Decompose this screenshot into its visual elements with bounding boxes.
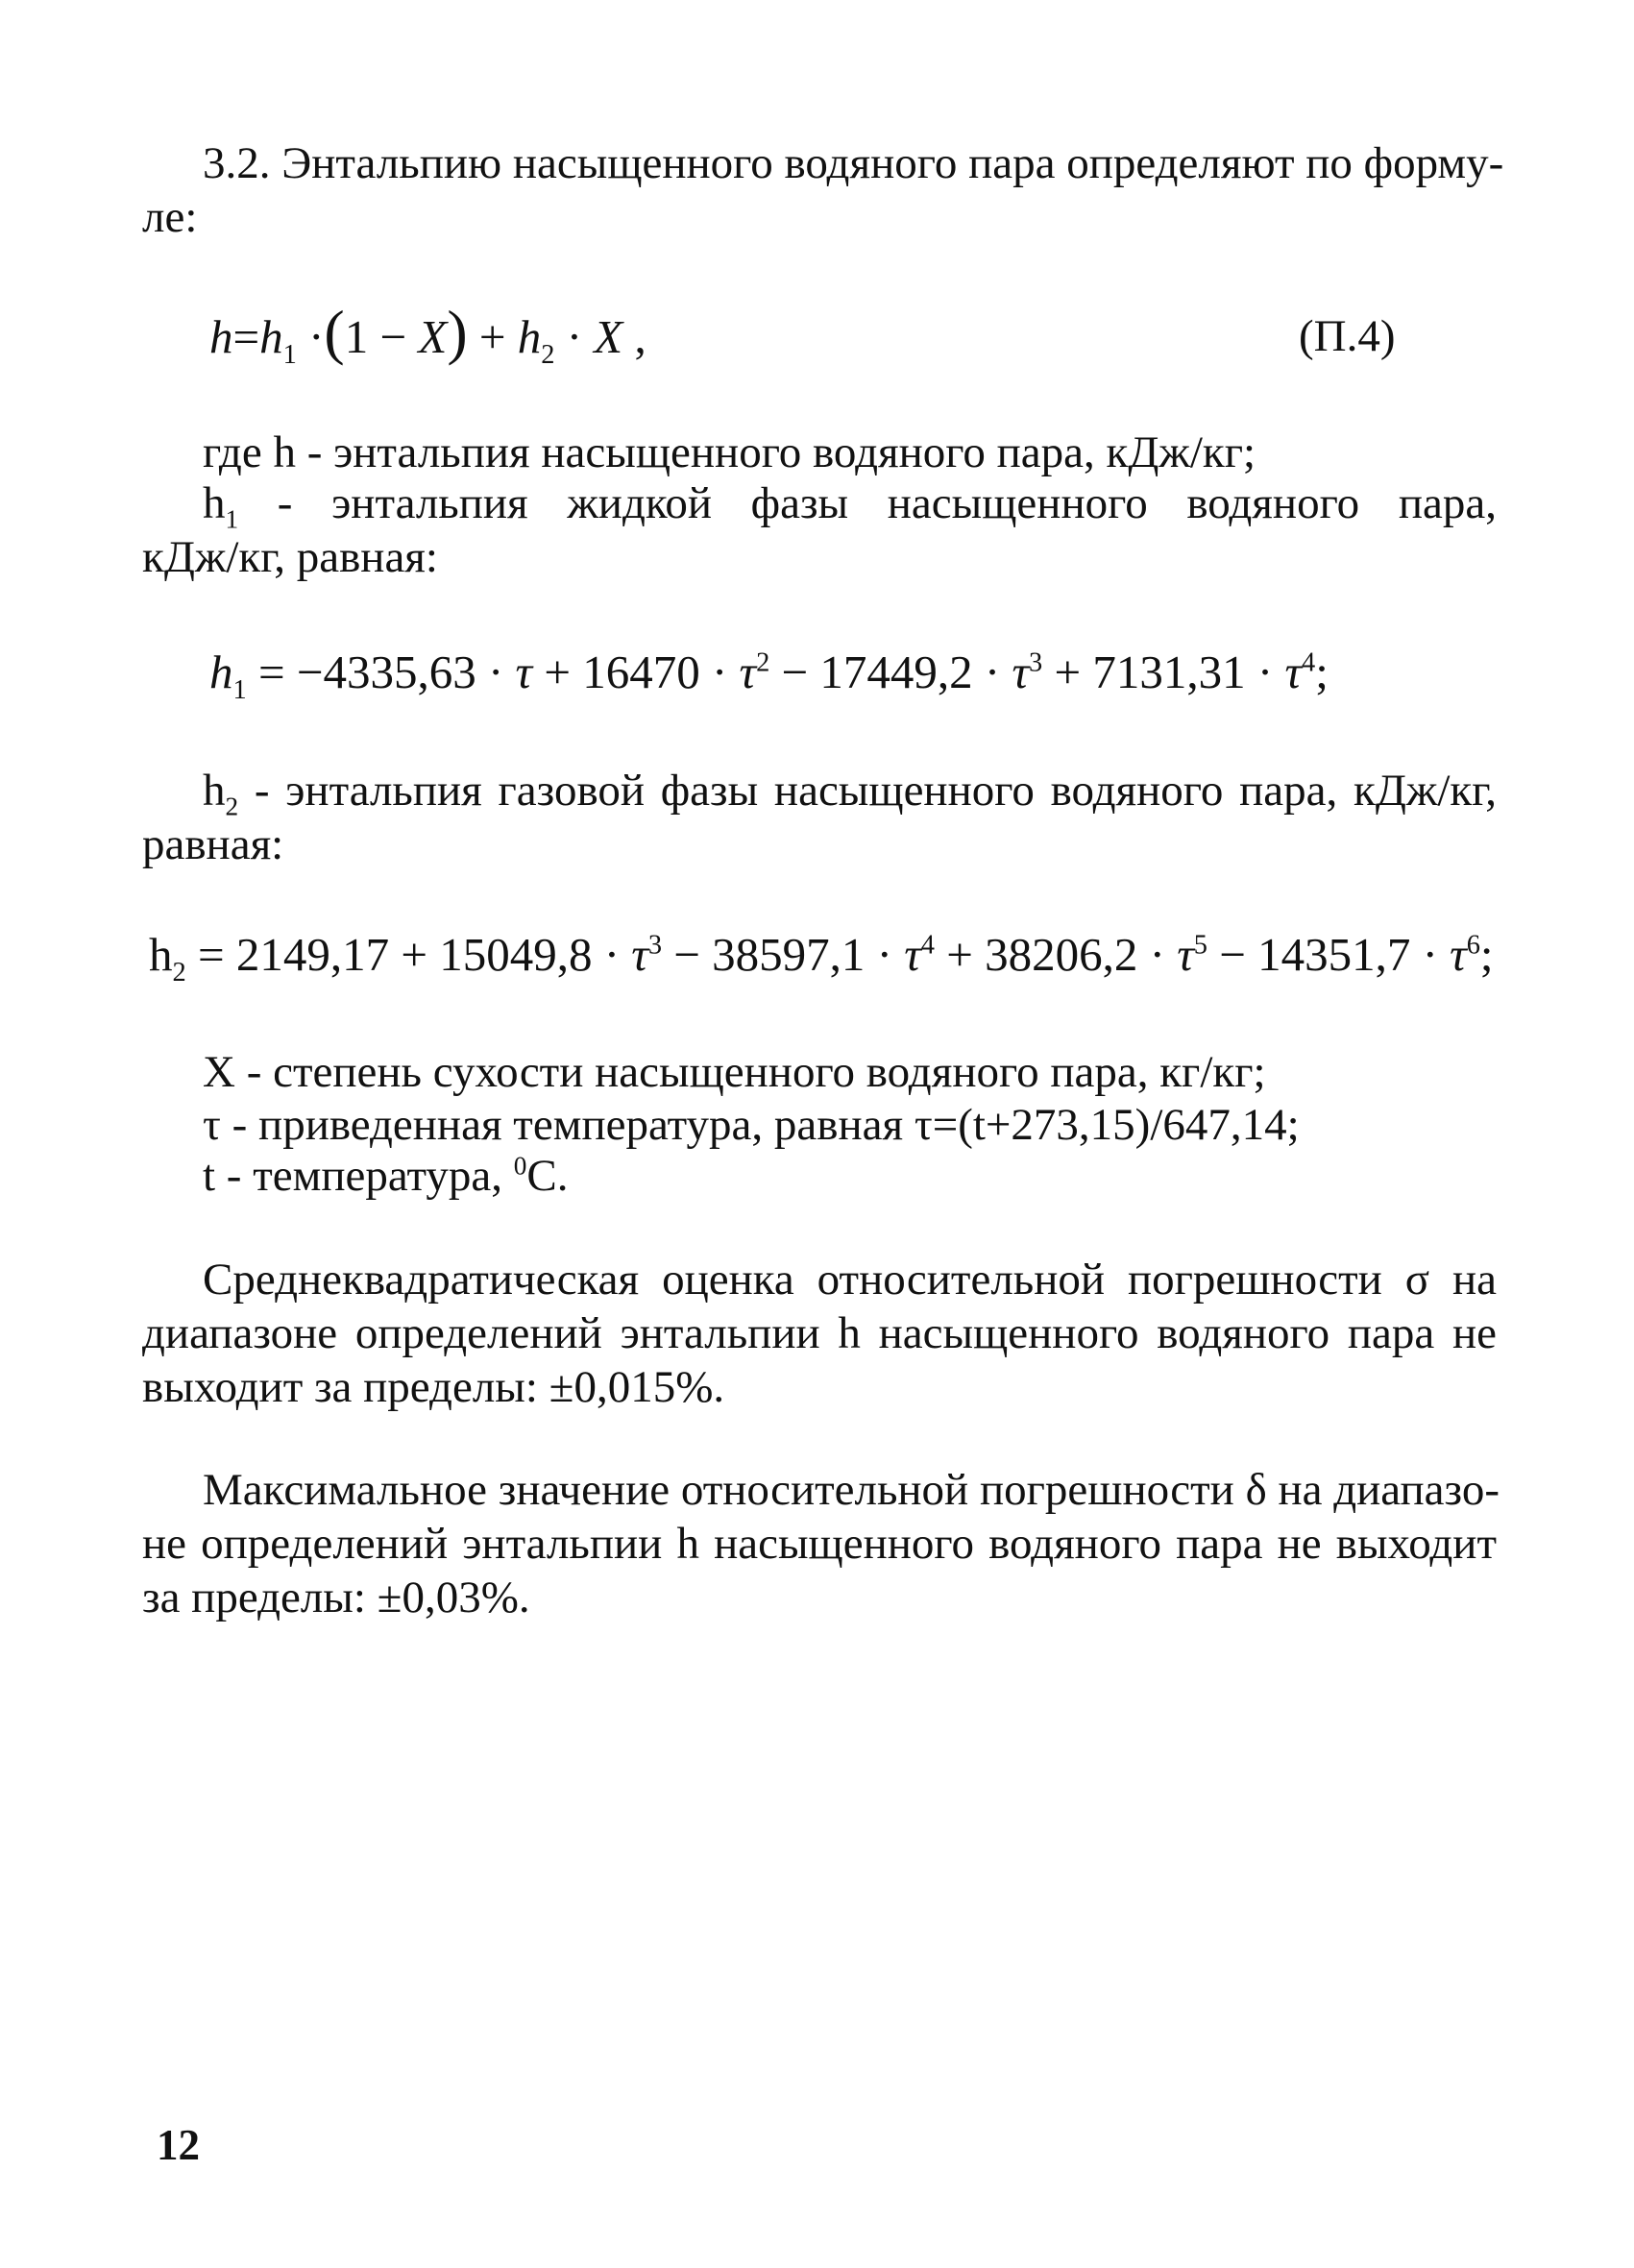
- formula-p4: $h=h_1 \cdot(1 - X) + h_2 \cdot X$ ,: [209, 298, 646, 370]
- sigma-para-line-1: Среднеквадратическая оценка относительной погрешности σ на: [203, 1255, 1497, 1305]
- sigma-para-line-2: диапазоне определений энтальпии h насыщенного водяного пара не: [142, 1308, 1497, 1358]
- section-3-2-line-1: 3.2. Энтальпию насыщенного водяного пара определяют по форму-: [203, 138, 1504, 188]
- h2-desc-line-1: $h_2$ - энтальпия газовой фазы насыщенного водяного пара, кДж/кг,: [203, 766, 1497, 821]
- section-3-2-line-2: ле:: [142, 192, 198, 242]
- var-tau-line: τ - приведенная температура, равная τ=(t+273,15)/647,14;: [203, 1100, 1300, 1150]
- h2-desc-line-2: равная:: [142, 819, 284, 869]
- formula-h1: $h_1 = -4335,63 \cdot \tau + 16470 \cdot \tau^2 - 17449,2 \cdot \tau^3 + 7131,31 \cdot \tau^4$;: [209, 646, 1329, 705]
- var-t-line: t - температура, $^0$С.: [203, 1151, 569, 1201]
- delta-para-line-3: за пределы: ±0,03%.: [142, 1573, 530, 1622]
- where-h1-line: $h_1$ - энтальпия жидкой фазы насыщенного водяного пара,: [203, 478, 1497, 534]
- where-h1-line-2: кДж/кг, равная:: [142, 532, 438, 582]
- sigma-para-line-3: выходит за пределы: ±0,015%.: [142, 1362, 725, 1412]
- delta-para-line-1: Максимальное значение относительной погрешности δ на диапазо-: [203, 1465, 1500, 1515]
- formula-h2: $h_2 = 2149,17 + 15049,8 \cdot \tau^3 - 38597,1 \cdot \tau^4 + 38206,2 \cdot \tau^5 - 14351,7 \cdot \tau^6$;: [149, 928, 1494, 988]
- var-x-line: X - степень сухости насыщенного водяного пара, кг/кг;: [203, 1047, 1266, 1097]
- page-number: 12: [157, 2121, 200, 2169]
- where-h-line: где h - энтальпия насыщенного водяного пара, кДж/кг;: [203, 427, 1256, 477]
- h1-symbol: $h_1$: [203, 478, 239, 534]
- formula-number: (П.4): [1299, 311, 1396, 361]
- delta-para-line-2: не определений энтальпии h насыщенного водяного пара не выходит: [142, 1519, 1497, 1569]
